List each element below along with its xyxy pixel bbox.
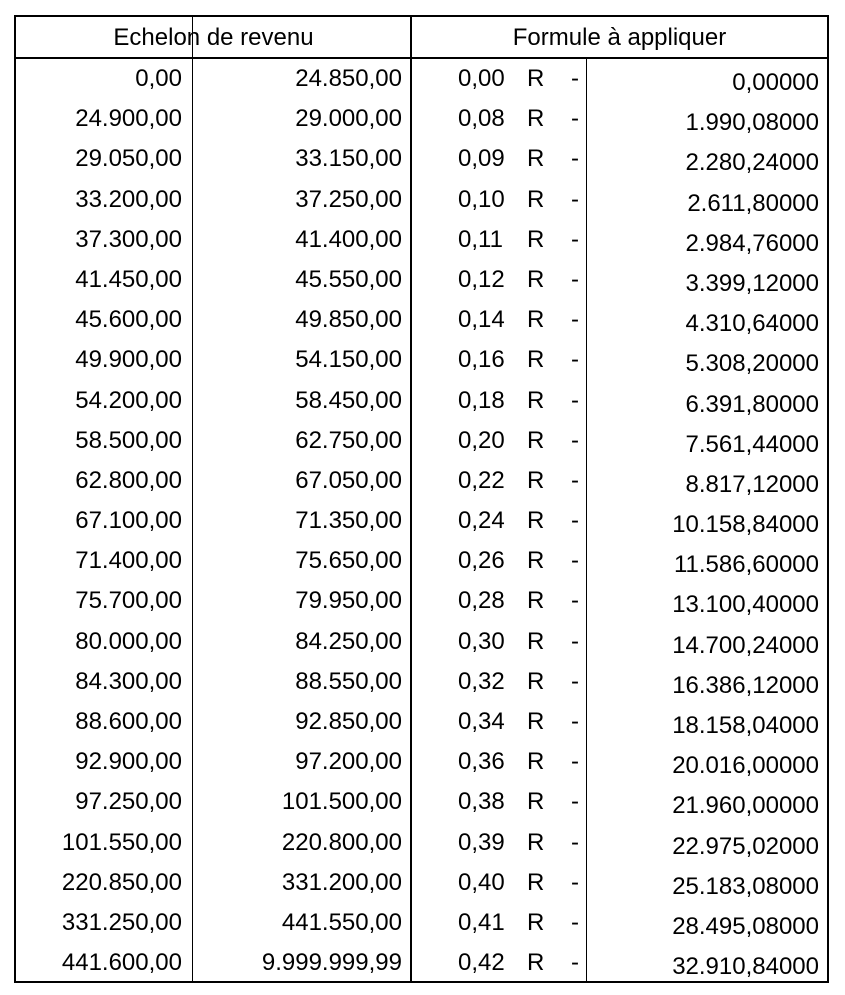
bracket-to-cell: 33.150,00 (295, 145, 402, 173)
constant-cell: 25.183,08000 (672, 872, 819, 900)
bracket-to-cell: 84.250,00 (295, 627, 402, 655)
table-row (16, 139, 827, 179)
table-row (16, 863, 827, 903)
bracket-to-cell: 58.450,00 (295, 386, 402, 414)
table-row (16, 461, 827, 501)
variable-cell: R (527, 306, 545, 334)
rate-cell: 0,10 (458, 185, 505, 213)
table-row (16, 903, 827, 943)
table-row (16, 220, 827, 260)
rate-cell: 0,38 (458, 788, 505, 816)
variable-cell: R (527, 466, 545, 494)
rate-cell: 0,28 (458, 587, 505, 615)
operator-cell: - (571, 507, 579, 535)
constant-cell: 2.280,24000 (685, 149, 819, 177)
tax-bracket-table (14, 15, 829, 983)
table-body (16, 59, 827, 983)
header-formula: Formule à appliquer (512, 24, 727, 51)
variable-cell: R (527, 627, 545, 655)
variable-cell: R (527, 185, 545, 213)
operator-cell: - (571, 949, 579, 977)
table-row (16, 662, 827, 702)
bracket-from-cell: 49.900,00 (75, 346, 182, 374)
operator-cell: - (571, 426, 579, 454)
bracket-to-cell: 29.000,00 (295, 105, 402, 133)
constant-cell: 2.984,76000 (685, 229, 819, 257)
rate-cell: 0,26 (458, 547, 505, 575)
constant-cell: 32.910,84000 (672, 953, 819, 981)
rate-cell: 0,18 (458, 386, 505, 414)
variable-cell: R (527, 949, 545, 977)
rate-cell: 0,12 (458, 265, 505, 293)
constant-cell: 5.308,20000 (685, 350, 819, 378)
bracket-from-cell: 24.900,00 (75, 105, 182, 133)
bracket-from-cell: 29.050,00 (75, 145, 182, 173)
bracket-from-cell: 41.450,00 (75, 265, 182, 293)
bracket-to-cell: 75.650,00 (295, 547, 402, 575)
bracket-from-cell: 0,00 (135, 65, 182, 92)
rate-cell: 0,40 (458, 868, 505, 896)
variable-cell: R (527, 667, 545, 695)
bracket-from-cell: 331.250,00 (61, 908, 182, 936)
variable-cell: R (527, 265, 545, 293)
bracket-to-cell: 37.250,00 (295, 185, 402, 213)
operator-cell: - (571, 667, 579, 695)
variable-cell: R (527, 426, 545, 454)
rate-cell: 0,00 (458, 65, 505, 92)
variable-cell: R (527, 828, 545, 856)
variable-cell: R (527, 547, 545, 575)
constant-cell: 14.700,24000 (672, 631, 819, 659)
table-row (16, 59, 827, 99)
table-row (16, 782, 827, 822)
constant-cell: 10.158,84000 (672, 511, 819, 539)
operator-cell: - (571, 748, 579, 776)
operator-cell: - (571, 306, 579, 334)
table-row (16, 99, 827, 139)
rate-cell: 0,11 (458, 225, 503, 253)
table-row (16, 581, 827, 621)
bracket-to-cell: 79.950,00 (295, 587, 402, 615)
operator-cell: - (571, 185, 579, 213)
table-row (16, 300, 827, 340)
variable-cell: R (527, 708, 545, 735)
operator-cell: - (571, 788, 579, 816)
bracket-to-cell: 331.200,00 (281, 868, 402, 896)
bracket-to-cell: 220.800,00 (281, 828, 402, 856)
variable-cell: R (527, 346, 545, 374)
operator-cell: - (571, 708, 579, 735)
rate-cell: 0,42 (458, 949, 505, 977)
bracket-from-cell: 97.250,00 (75, 788, 182, 816)
bracket-from-cell: 80.000,00 (75, 627, 182, 655)
bracket-from-cell: 67.100,00 (75, 507, 182, 535)
constant-cell: 2.611,80000 (687, 189, 819, 217)
bracket-from-cell: 62.800,00 (75, 466, 182, 494)
operator-cell: - (571, 547, 579, 575)
operator-cell: - (571, 65, 579, 92)
constant-cell: 20.016,00000 (672, 752, 819, 780)
rate-cell: 0,39 (458, 828, 505, 856)
table-row (16, 260, 827, 300)
variable-cell: R (527, 386, 545, 414)
variable-cell: R (527, 145, 545, 173)
constant-cell: 8.817,12000 (685, 470, 819, 498)
table-row (16, 381, 827, 421)
operator-cell: - (571, 466, 579, 494)
bracket-from-cell: 441.600,00 (61, 949, 182, 977)
rate-cell: 0,14 (458, 306, 505, 334)
rate-cell: 0,22 (458, 466, 505, 494)
bracket-to-cell: 24.850,00 (295, 65, 402, 92)
constant-cell: 13.100,40000 (672, 591, 819, 619)
bracket-to-cell: 49.850,00 (295, 306, 402, 334)
operator-cell: - (571, 225, 579, 253)
operator-cell: - (571, 386, 579, 414)
constant-cell: 16.386,12000 (672, 671, 819, 699)
rate-cell: 0,41 (458, 908, 505, 936)
bracket-to-cell: 41.400,00 (295, 225, 402, 253)
operator-cell: - (571, 828, 579, 856)
variable-cell: R (527, 225, 545, 253)
variable-cell: R (527, 868, 545, 896)
bracket-from-cell: 71.400,00 (75, 547, 182, 575)
table-row (16, 943, 827, 983)
header-income-bracket: Echelon de revenu (113, 24, 314, 51)
bracket-from-cell: 54.200,00 (75, 386, 182, 414)
variable-cell: R (527, 748, 545, 776)
bracket-to-cell: 71.350,00 (295, 507, 402, 535)
rate-cell: 0,34 (458, 708, 505, 735)
variable-cell: R (527, 587, 545, 615)
bracket-from-cell: 92.900,00 (75, 748, 182, 776)
constant-cell: 28.495,08000 (672, 912, 819, 940)
table-row (16, 180, 827, 220)
constant-cell: 6.391,80000 (685, 390, 819, 418)
constant-cell: 11.586,60000 (673, 551, 819, 579)
rate-cell: 0,32 (458, 667, 505, 695)
table-row (16, 742, 827, 782)
table-row (16, 541, 827, 581)
bracket-from-cell: 58.500,00 (75, 426, 182, 454)
constant-cell: 4.310,64000 (685, 310, 819, 338)
operator-cell: - (571, 145, 579, 173)
variable-cell: R (527, 507, 545, 535)
variable-cell: R (527, 908, 545, 936)
bracket-from-cell: 75.700,00 (75, 587, 182, 615)
operator-cell: - (571, 587, 579, 615)
variable-cell: R (527, 105, 545, 133)
variable-cell: R (527, 65, 545, 92)
table-row (16, 823, 827, 863)
table-row (16, 421, 827, 461)
constant-cell: 1.990,08000 (685, 109, 819, 137)
operator-cell: - (571, 627, 579, 655)
table-row (16, 340, 827, 380)
bracket-from-cell: 37.300,00 (75, 225, 182, 253)
constant-cell: 3.399,12000 (685, 269, 819, 297)
bracket-to-cell: 54.150,00 (295, 346, 402, 374)
bracket-to-cell: 101.500,00 (281, 788, 402, 816)
rate-cell: 0,09 (458, 145, 505, 173)
bracket-from-cell: 45.600,00 (75, 306, 182, 334)
table-row (16, 501, 827, 541)
bracket-to-cell: 62.750,00 (295, 426, 402, 454)
table-row (16, 702, 827, 742)
operator-cell: - (571, 346, 579, 374)
bracket-from-cell: 84.300,00 (75, 667, 182, 695)
constant-cell: 0,00000 (732, 69, 819, 96)
bracket-to-cell: 88.550,00 (295, 667, 402, 695)
bracket-to-cell: 441.550,00 (281, 908, 402, 936)
constant-cell: 21.960,00000 (672, 792, 819, 820)
constant-cell: 7.561,44000 (685, 430, 819, 458)
operator-cell: - (571, 908, 579, 936)
bracket-from-cell: 33.200,00 (75, 185, 182, 213)
rate-cell: 0,16 (458, 346, 505, 374)
constant-cell: 22.975,02000 (672, 832, 819, 860)
constant-cell: 18.158,04000 (672, 712, 819, 739)
rate-cell: 0,24 (458, 507, 505, 535)
rate-cell: 0,20 (458, 426, 505, 454)
operator-cell: - (571, 265, 579, 293)
operator-cell: - (571, 868, 579, 896)
bracket-to-cell: 9.999.999,99 (261, 949, 402, 977)
rate-cell: 0,30 (458, 627, 505, 655)
variable-cell: R (527, 788, 545, 816)
table-row (16, 622, 827, 662)
bracket-to-cell: 67.050,00 (295, 466, 402, 494)
operator-cell: - (571, 105, 579, 133)
bracket-to-cell: 97.200,00 (295, 748, 402, 776)
bracket-from-cell: 101.550,00 (61, 828, 182, 856)
bracket-to-cell: 45.550,00 (295, 265, 402, 293)
rate-cell: 0,36 (458, 748, 505, 776)
bracket-from-cell: 220.850,00 (61, 868, 182, 896)
bracket-to-cell: 92.850,00 (295, 708, 402, 735)
bracket-from-cell: 88.600,00 (75, 708, 182, 735)
rate-cell: 0,08 (458, 105, 505, 133)
